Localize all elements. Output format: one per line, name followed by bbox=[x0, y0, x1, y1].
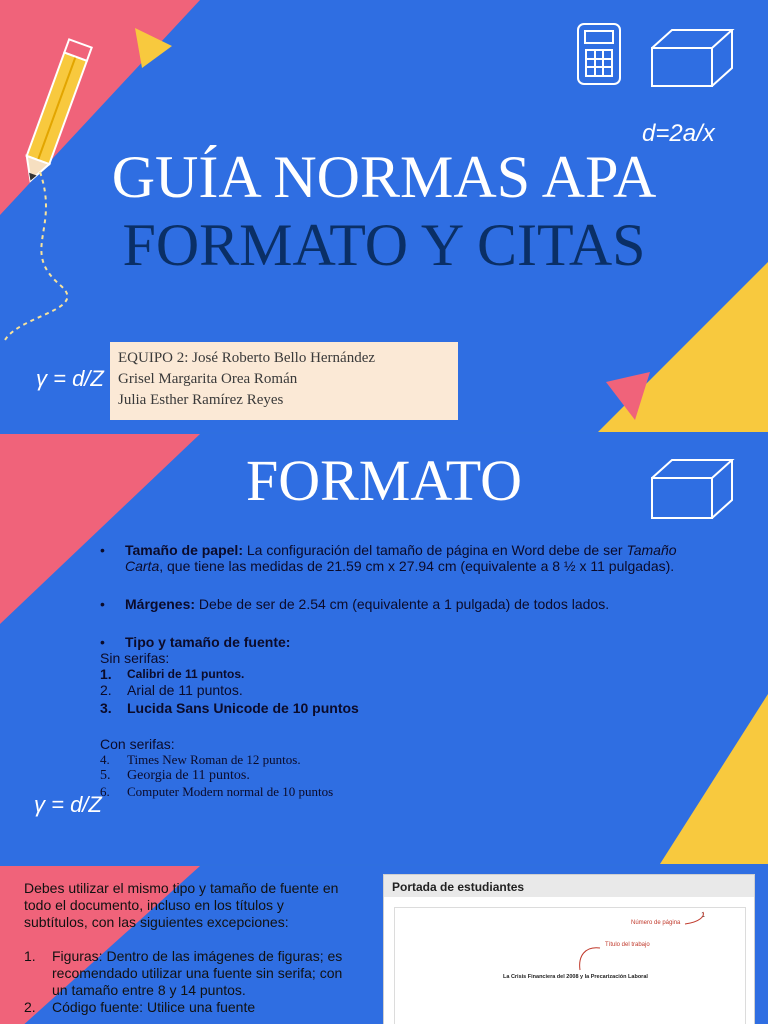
team-line: Grisel Margarita Orea Román bbox=[118, 371, 298, 387]
exceptions-text bbox=[24, 880, 344, 1016]
example-page bbox=[394, 907, 746, 1024]
example-title: Portada de estudiantes bbox=[384, 875, 754, 897]
margins-text: Debe de ser de 2.54 cm (equivalente a 1 pulgada) de todos lados. bbox=[195, 596, 610, 612]
list-item bbox=[100, 700, 680, 716]
team-line: Julia Esther Ramírez Reyes bbox=[118, 392, 284, 408]
team-line: EQUIPO 2: José Roberto Bello Hernández bbox=[118, 350, 376, 366]
page-number-label: Número de página bbox=[631, 920, 681, 926]
paper-size-item bbox=[100, 542, 680, 574]
list-text: Figuras: Dentro de las imágenes de figuras; es recomendado utilizar una fuente sin serifa; con un tamaño entre 8 y 14 puntos. bbox=[52, 948, 343, 998]
list-num: 4. bbox=[100, 752, 110, 767]
list-num: 2. bbox=[100, 682, 112, 698]
list-text: Calibri de 11 puntos. bbox=[127, 667, 245, 681]
calculator-icon bbox=[578, 24, 620, 84]
list-num: 6. bbox=[100, 784, 110, 799]
list-item bbox=[100, 682, 680, 698]
list-item bbox=[100, 784, 680, 800]
arrows bbox=[395, 908, 745, 1024]
format-content bbox=[100, 542, 680, 800]
intro-text: Debes utilizar el mismo tipo y tamaño de fuente en todo el documento, incluso en los títulos y subtítulos, con las siguientes excepciones: bbox=[24, 880, 339, 930]
doc-title: La Crisis Financiera del 2008 y la Precarización Laboral bbox=[503, 974, 648, 980]
formula-left: γ = d/Z bbox=[34, 792, 102, 817]
list-item bbox=[24, 948, 344, 999]
list-num: 1. bbox=[24, 948, 36, 964]
list-text: Lucida Sans Unicode de 10 puntos bbox=[127, 700, 359, 716]
list-item bbox=[100, 666, 680, 682]
cube-icon bbox=[652, 30, 732, 86]
list-text: Código fuente: Utilice una fuente bbox=[52, 999, 256, 1015]
paper-text-b: , que tiene las medidas de 21.59 cm x 27.94 cm (equivalente a 8 ½ x 11 pulgadas). bbox=[159, 558, 675, 574]
serif-header: Con serifas: bbox=[100, 736, 175, 752]
margins-label: Márgenes: bbox=[125, 596, 196, 612]
page-number: 1 bbox=[701, 912, 705, 919]
list-text: Arial de 11 puntos. bbox=[127, 682, 243, 698]
paper-text: La configuración del tamaño de página en Word debe de ser bbox=[242, 542, 627, 558]
font-label: Tipo y tamaño de fuente: bbox=[125, 634, 291, 650]
list-num: 1. bbox=[100, 666, 112, 682]
slide-title bbox=[0, 0, 768, 432]
list-item bbox=[100, 768, 680, 784]
formula-left: γ = d/Z bbox=[36, 366, 104, 391]
list-text: Computer Modern normal de 10 puntos bbox=[127, 784, 334, 799]
section-title: FORMATO bbox=[245, 448, 523, 513]
list-num: 5. bbox=[100, 768, 111, 783]
main-title: GUÍA NORMAS APA bbox=[111, 144, 657, 210]
sans-header: Sin serifas: bbox=[100, 650, 170, 666]
list-text: Georgia de 11 puntos. bbox=[127, 768, 250, 783]
list-item bbox=[24, 999, 344, 1016]
yellow-corner-triangle bbox=[598, 262, 768, 432]
paper-italic: Tamaño Carta bbox=[125, 542, 677, 574]
paper-label: Tamaño de papel: bbox=[125, 542, 243, 558]
list-item bbox=[100, 752, 680, 768]
slide-formato bbox=[0, 434, 768, 864]
formula-top: d=2a/x bbox=[642, 120, 715, 147]
font-item bbox=[100, 634, 680, 650]
list-num: 2. bbox=[24, 999, 36, 1015]
cover-page-example bbox=[383, 874, 755, 1024]
subtitle: FORMATO Y CITAS bbox=[122, 212, 646, 278]
title-label: Título del trabajo bbox=[605, 942, 650, 948]
team-box bbox=[110, 342, 458, 420]
list-num: 3. bbox=[100, 700, 112, 716]
slide-excepciones bbox=[0, 866, 768, 1024]
margins-item bbox=[100, 596, 680, 612]
list-text: Times New Roman de 12 puntos. bbox=[127, 752, 301, 767]
